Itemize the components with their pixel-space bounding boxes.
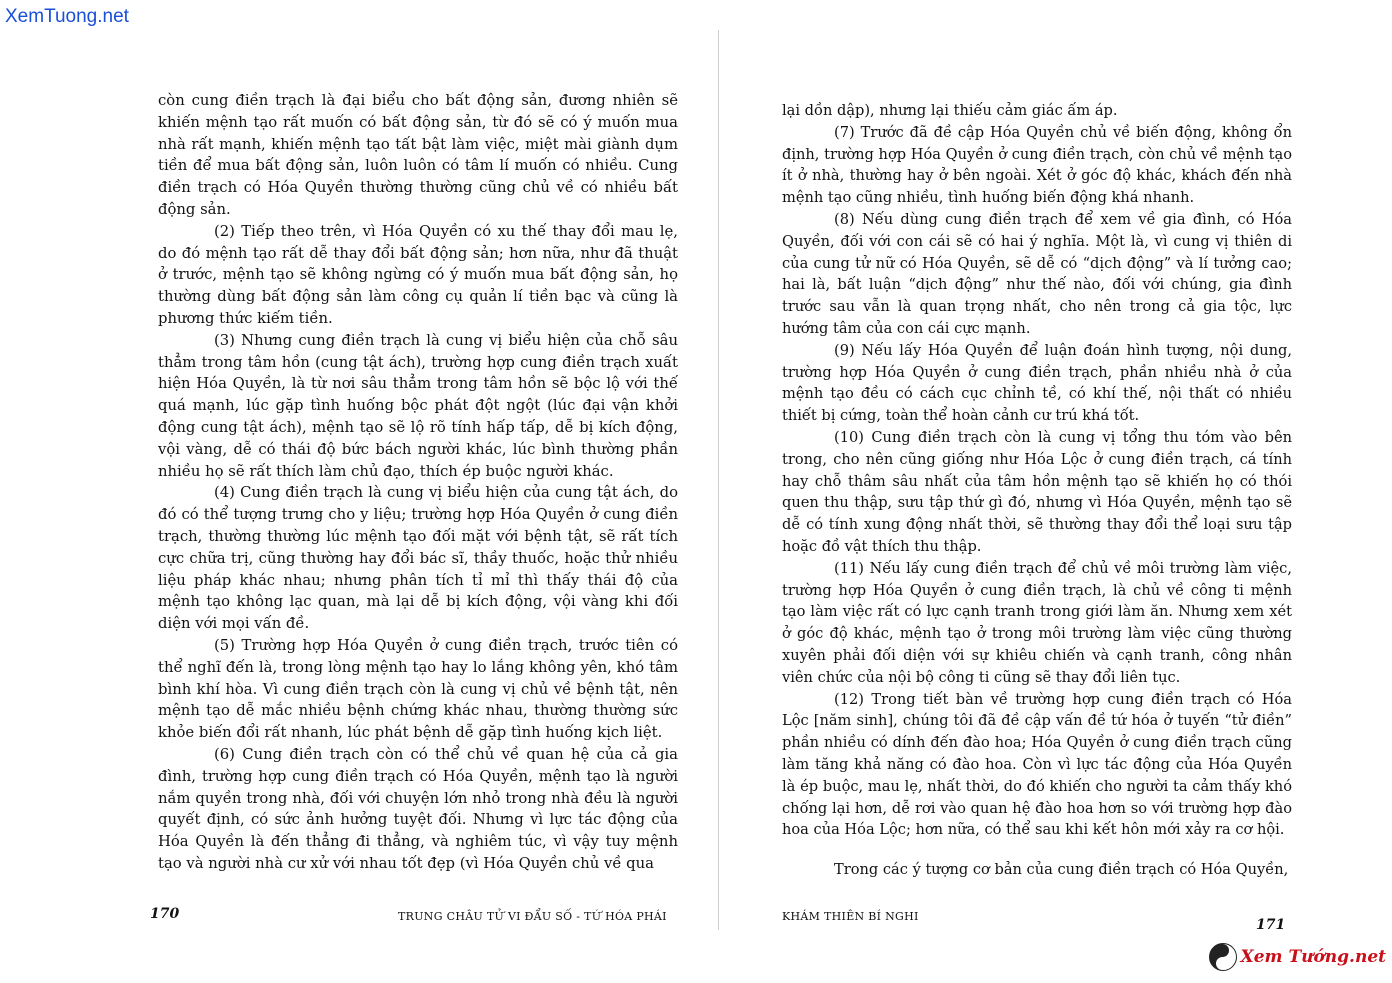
right-paragraph-2: (7) Trước đã đề cập Hóa Quyền chủ về biến động, không ổn định, trường hợp Hóa Quyền ở cung điền trạch, còn chủ về mệnh tạo ít ở nhà, thường hay ở bên ngoài. Xét ở góc độ khác, khách đến nhà mệnh tạo cũng nhiều, tình huống biến động khá nhanh.	[782, 123, 1292, 207]
right-paragraph-4: (9) Nếu lấy Hóa Quyền để luận đoán hình tượng, nội dung, trường hợp Hóa Quyền ở cung điền trạch, phần nhiều nhà ở của mệnh tạo đều có cách cục chỉnh tề, có khí thế, nội thất có nhiều thiết bị cứng, toàn thể hoàn cảnh cư trú khá tốt.	[782, 341, 1292, 425]
left-paragraph-3: (3) Nhưng cung điền trạch là cung vị biểu hiện của chỗ sâu thẳm trong tâm hồn (cung tật ách), trường hợp cung điền trạch xuất hiện Hóa Quyền, là từ nơi sâu thẳm trong tâm hồn sẽ bộc lộ với thế quá mạnh, lúc gặp tình huống bộc phát đột ngột (lúc đại vận khởi động cung tật ách), mệnh tạo sẽ lộ rõ tính hấp tấp, dễ bị kích động, vội vàng, dễ có thái độ bức bách người khác, lúc bình thường phần nhiều họ sẽ rất thích làm chủ đạo, thích ép buộc người khác.	[158, 331, 678, 480]
right-paragraph-1: lại dồn dập), nhưng lại thiếu cảm giác ấm áp.	[782, 102, 1118, 119]
logo-text: Xem Tướng.net	[1240, 947, 1386, 967]
left-paragraph-1: còn cung điền trạch là đại biểu cho bất động sản, đương nhiên sẽ khiến mệnh tạo rất muốn có bất động sản, từ đó sẽ có ý muốn mua nhà rất mạnh, khiến mệnh tạo tất bật làm việc, miệt mài giành dụm tiền để mua bất động sản, luôn luôn có tâm lí muốn có nhiều. Cung điền trạch có Hóa Quyền thường thường cũng chủ về có nhiều bất động sản.	[158, 92, 678, 218]
right-running-title: KHÁM THIÊN BÍ NGHI	[782, 910, 919, 923]
right-paragraph-7: (12) Trong tiết bàn về trường hợp cung điền trạch có Hóa Lộc [năm sinh], chúng tôi đã đề cập vấn đề tứ hóa ở tuyến “tử điền” phần nhiều có dính đến đào hoa; Hóa Quyền ở cung điền trạch cũng làm tăng khả năng có đào hoa. Còn vì lực tác động của Hóa Quyền là ép buộc, mau lẹ, nhất thời, do đó khiến cho người ta cảm thấy khó chống lại hơn, dễ rơi vào quan hệ đào hoa hơn so với trường hợp đào hoa của Hóa Lộc; hơn nữa, có thể sau khi kết hôn mới xảy ra cơ hội.	[782, 690, 1292, 839]
right-paragraph-3: (8) Nếu dùng cung điền trạch để xem về gia đình, có Hóa Quyền, đối với con cái sẽ có hai ý nghĩa. Một là, vì cung vị thiên di của cung tử nữ có Hóa Quyền, sẽ dễ có “dịch động” và lí tưởng cao; hai là, bất luận “dịch động” như thế nào, đối với chúng, gia đình trước sau vẫn là quan trọng nhất, cho nên trong cả gia tộc, lực hướng tâm của con cái cực mạnh.	[782, 210, 1292, 337]
yin-yang-icon	[1209, 943, 1237, 971]
left-paragraph-2: (2) Tiếp theo trên, vì Hóa Quyền có xu thế thay đổi mau lẹ, do đó mệnh tạo rất dễ thay đổi bất động sản; hơn nữa, như đã thuật ở trước, mệnh tạo sẽ không ngừng có ý muốn mua bất động sản, họ thường dùng bất động sản làm công cụ quản lí tiền bạc và cũng là phương thức kiếm tiền.	[158, 222, 678, 327]
left-page-number: 170	[150, 906, 180, 922]
right-page	[782, 100, 1292, 881]
left-paragraph-4: (4) Cung điền trạch là cung vị biểu hiện của cung tật ách, do đó có thể tượng trưng cho y liệu; trường hợp Hóa Quyền ở cung điền trạch, thường thường lúc mệnh tạo đối mặt với bệnh tật, sẽ rất tích cực chữa trị, cũng thường hay đổi bác sĩ, thầy thuốc, hoặc thử nhiều liệu pháp khác nhau; nhưng phân tích tỉ mỉ thì thấy thái độ của mệnh tạo không lạc quan, mà lại dễ bị kích động, vội vàng khi đối diện với mọi vấn đề.	[158, 484, 678, 633]
right-paragraph-5: (10) Cung điền trạch còn là cung vị tổng thu tóm vào bên trong, cho nên cũng giống như Hóa Lộc ở cung điền trạch, cá tính hay chỗ thâm sâu nhất của tâm hồn mệnh tạo sẽ khiến họ có thói quen thu thập, sưu tập thứ gì đó, nhưng vì Hóa Quyền, mệnh tạo sẽ dễ có tính xung động nhất thời, sẽ thường thay đổi thể loại sưu tập hoặc đồ vật thích thu thập.	[782, 428, 1292, 555]
right-page-number: 171	[1256, 917, 1286, 933]
site-watermark[interactable]: XemTuong.net	[5, 6, 129, 27]
right-paragraph-6: (11) Nếu lấy cung điền trạch để chủ về môi trường làm việc, trường hợp Hóa Quyền ở cung điền trạch, là chủ về công ti mệnh tạo làm việc rất có lực cạnh tranh trong giới làm ăn. Nhưng xem xét ở góc độ khác, mệnh tạo ở trong môi trường làm việc cũng thường xuyên phải đối diện với sự khiêu chiến và cạnh tranh, công nhân viên chức của nội bộ công ti cũng sẽ thay đổi liên tục.	[782, 559, 1292, 686]
left-page	[158, 90, 678, 875]
left-running-title: TRUNG CHÂU TỬ VI ĐẨU SỐ - TỨ HÓA PHÁI	[398, 910, 667, 923]
left-paragraph-5: (5) Trường hợp Hóa Quyền ở cung điền trạch, trước tiên có thể nghĩ đến là, trong lòng mệnh tạo hay lo lắng không yên, khó tâm bình khí hòa. Vì cung điền trạch còn là cung vị chủ về bệnh tật, nên mệnh tạo dễ mắc nhiều bệnh chứng khác nhau, thường thường sức khỏe biến đổi rất nhanh, lúc phát bệnh dễ gặp tình huống kịch liệt.	[158, 636, 678, 742]
paragraph-gap	[782, 841, 1292, 859]
left-paragraph-6: (6) Cung điền trạch còn có thể chủ về quan hệ của cả gia đình, trường hợp cung điền trạch có Hóa Quyền, mệnh tạo là người nắm quyền trong nhà, đối với chuyện lớn nhỏ trong nhà đều là người quyết định, có sức ảnh hưởng tuyệt đối. Nhưng vì lực tác động của Hóa Quyền là đến thẳng đi thẳng, và nghiêm túc, vì vậy tuy mệnh tạo và người nhà cư xử với nhau tốt đẹp (vì Hóa Quyền chủ về qua	[158, 745, 678, 872]
right-paragraph-8: Trong các ý tượng cơ bản của cung điền trạch có Hóa Quyền,	[834, 861, 1289, 879]
site-logo[interactable]	[1209, 943, 1386, 971]
book-spine	[718, 30, 719, 930]
